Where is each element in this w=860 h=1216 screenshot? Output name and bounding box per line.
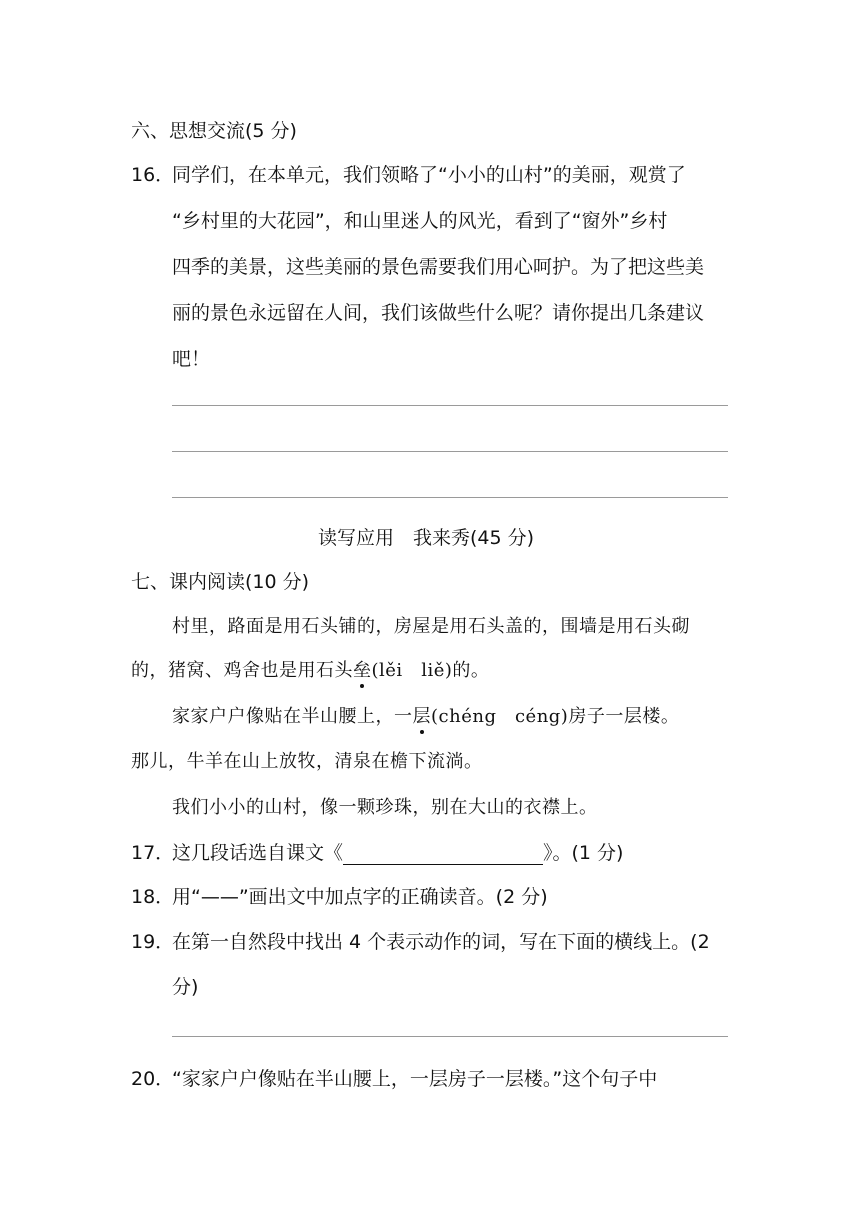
- passage-p3: 我们小小的山村，像一颗珍珠，别在大山的衣襟上。: [172, 797, 598, 818]
- section-heading-6: 六、思想交流(5 分): [131, 120, 297, 142]
- answer-line-19[interactable]: [172, 1036, 728, 1037]
- question-number-16: 16．: [131, 164, 175, 186]
- question-17-text: 这几段话选自课文《 》。(1 分): [172, 842, 624, 864]
- question-number-17: 17．: [131, 842, 175, 864]
- question-number-18: 18．: [131, 886, 175, 908]
- question-16-line-2: “乡村里的大花园”，和山里迷人的风光，看到了“窗外”乡村: [172, 210, 668, 232]
- answer-line-16-3[interactable]: [172, 497, 728, 498]
- passage-p1-line-2: 的，猪窝、鸡舍也是用石头垒(lěi liě)的。: [131, 656, 489, 682]
- question-16-line-5: 吧！: [172, 348, 211, 370]
- fill-in-blank-17[interactable]: [343, 846, 543, 865]
- part-title: 读写应用 我来秀(45 分): [318, 527, 535, 549]
- question-20-text: “家家户户像贴在半山腰上，一层房子一层楼。”这个句子中: [172, 1068, 658, 1090]
- passage-p1-line-1: 村里，路面是用石头铺的，房屋是用石头盖的，围墙是用石头砌: [172, 616, 690, 637]
- passage-p2-line-1: 家家户户像贴在半山腰上，一层(chéng céng)房子一层楼。: [172, 702, 679, 728]
- question-number-19: 19．: [131, 931, 175, 953]
- question-19-line-1: 在第一自然段中找出 4 个表示动作的词，写在下面的横线上。(2: [172, 931, 710, 953]
- question-19-line-2: 分): [172, 976, 199, 998]
- answer-line-16-2[interactable]: [172, 451, 728, 452]
- dotted-character: 垒: [353, 656, 372, 682]
- question-16-line-1: 同学们，在本单元，我们领略了“小小的山村”的美丽，观赏了: [172, 164, 686, 186]
- passage-p2-line-2: 那儿，牛羊在山上放牧，清泉在檐下流淌。: [131, 751, 483, 772]
- question-18-text: 用“——”画出文中加点字的正确读音。(2 分): [172, 886, 548, 908]
- question-number-20: 20．: [131, 1068, 175, 1090]
- answer-line-16-1[interactable]: [172, 405, 728, 406]
- section-heading-7: 七、课内阅读(10 分): [131, 571, 310, 593]
- question-16-line-3: 四季的美景，这些美丽的景色需要我们用心呵护。为了把这些美: [172, 256, 705, 278]
- question-16-line-4: 丽的景色永远留在人间，我们该做些什么呢？请你提出几条建议: [172, 302, 705, 324]
- dotted-character: 层: [413, 702, 432, 728]
